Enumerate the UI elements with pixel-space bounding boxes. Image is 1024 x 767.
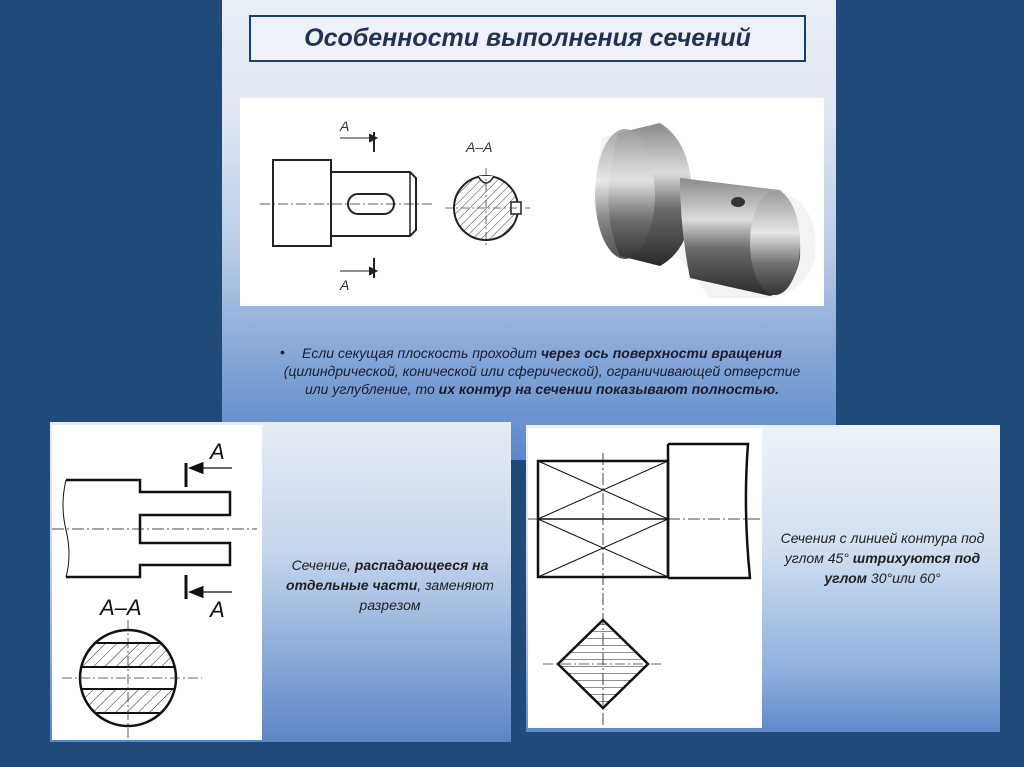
section-label-top: A–A [466,139,493,155]
bullet-text [272,344,812,398]
section-split-circle [62,620,202,740]
left-caption-part2: , заменяют разрезом [359,577,494,613]
right-caption-part1: Сечения с линией контура под углом 45° [780,530,985,566]
left-caption-part1: Сечение, [291,557,355,573]
right-caption-bold: штрихуются под углом [824,550,981,586]
label-a-top: A [340,118,350,134]
bullet-bold1: через ось поверхности вращения [540,345,782,361]
bullet-part1: Если секущая плоскость проходит [301,345,541,361]
cutting-plane-marks [186,463,232,599]
bullet-marker: • [280,344,285,360]
left-drawing [52,425,262,740]
forked-part [52,480,257,577]
top-figure [240,98,824,306]
right-caption-part2: 30°или 60° [867,570,941,586]
cutting-plane-marks [340,132,376,278]
square-shaft [528,444,762,728]
left-label-a-bottom: A [210,597,225,622]
slide-title: Особенности выполнения сечений [304,24,751,52]
left-caption [270,555,510,615]
left-figure [52,425,262,740]
right-drawing [528,428,762,728]
bullet-part2: (цилиндрической, конической или сферической), ограничивающей отверстие или углубление, то [283,363,801,397]
left-label-a-top: A [210,439,225,464]
right-caption [770,528,995,588]
left-caption-bold: распадающееся на отдельные части [286,557,489,593]
section-circle [445,168,530,248]
title-box [249,15,806,62]
right-figure [528,428,762,728]
shaft-orthographic [260,160,435,246]
top-drawing [240,98,824,306]
label-a-bottom: A [340,277,350,293]
left-section-label: А–А [100,595,142,620]
shaft-3d-render [595,123,816,298]
diamond-section [543,620,663,708]
bullet-bold2: их контур на сечении показывают полностью. [438,381,779,397]
